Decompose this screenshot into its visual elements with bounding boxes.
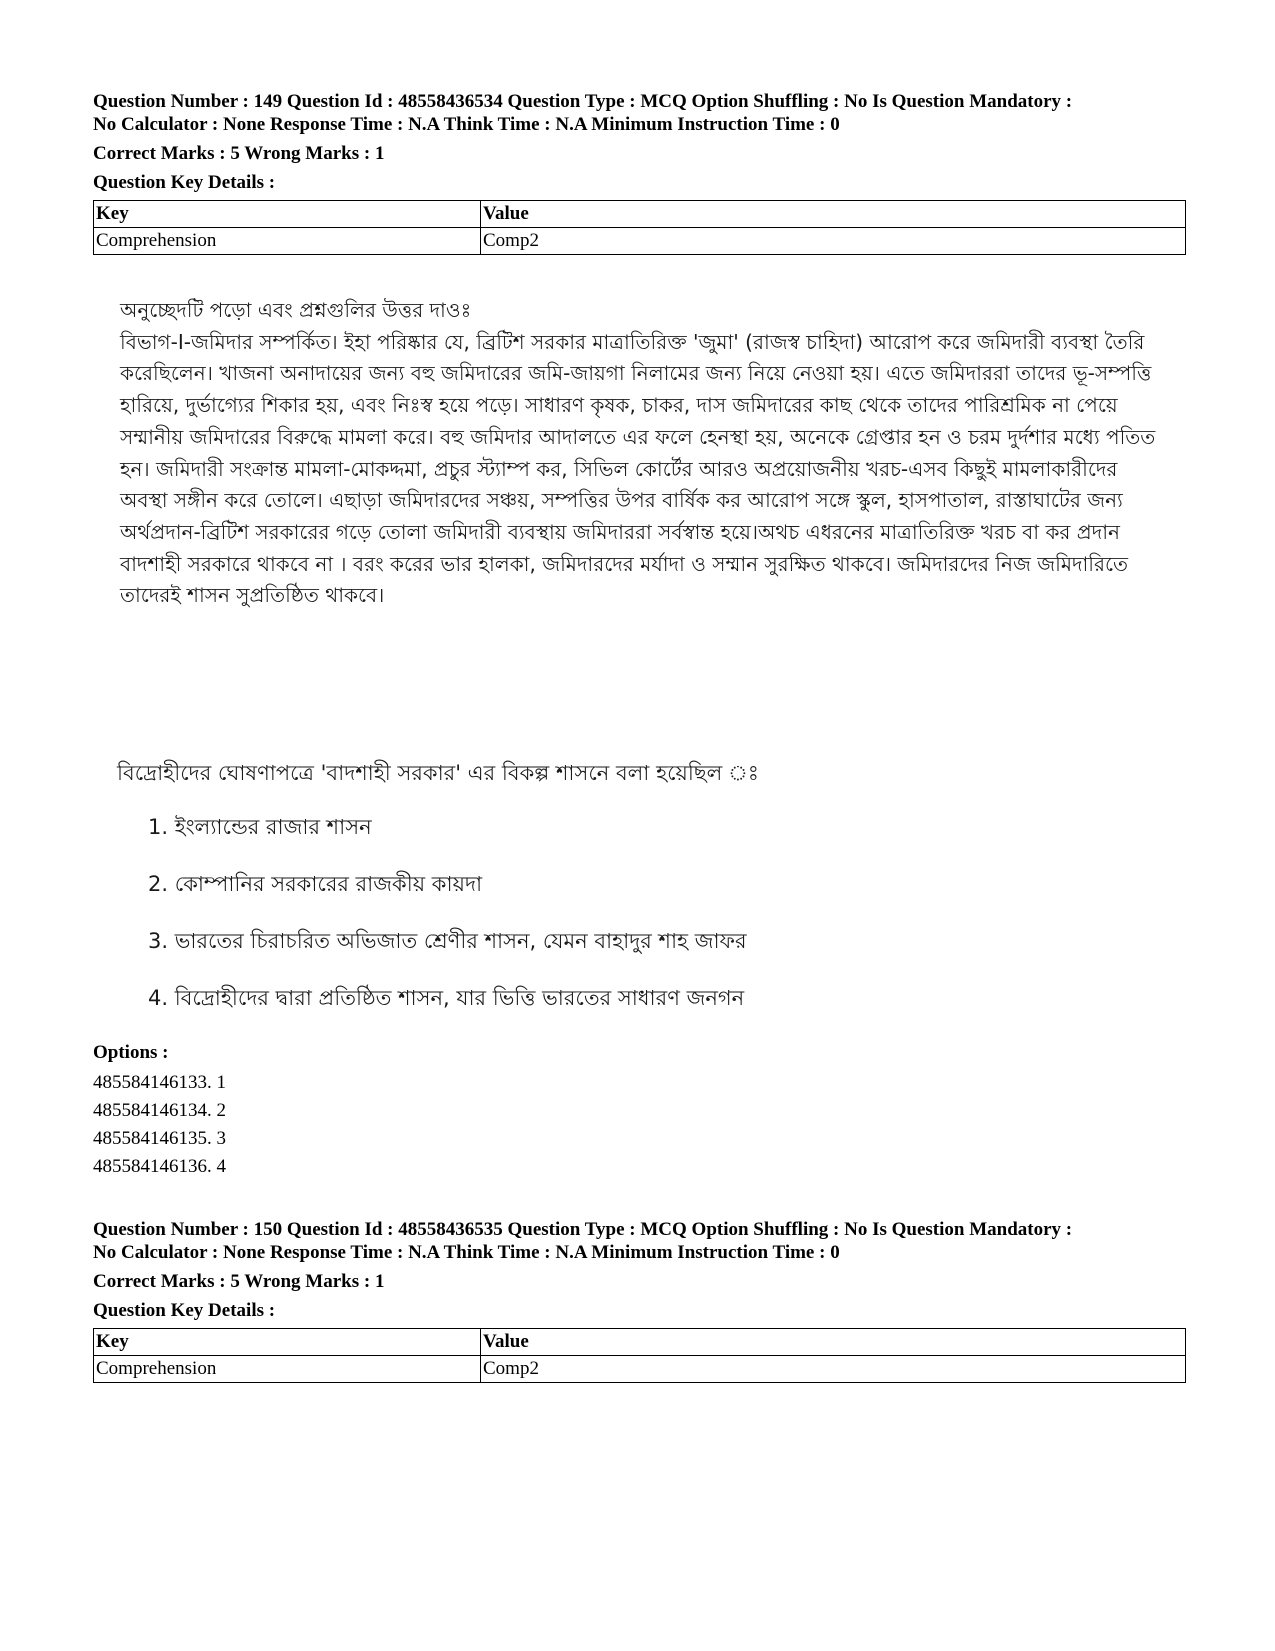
- key-table-cell-value: Comp2: [481, 228, 1186, 255]
- statement-item: 1. ইংল্যান্ডের রাজার শাসন: [148, 815, 372, 839]
- question-149-options: [93, 1041, 226, 1181]
- key-table-header-key: Key: [94, 1329, 481, 1356]
- option-item: 485584146135. 3: [93, 1128, 226, 1149]
- key-table-cell-key: Comprehension: [94, 1356, 481, 1383]
- statement-list: [148, 812, 747, 1040]
- key-table-row: [94, 228, 1186, 255]
- question-150-key-table: [93, 1328, 1186, 1383]
- question-149-header-line1: Question Number : 149 Question Id : 48558436534 Question Type : MCQ Option Shuffling : No Is Question Mandatory :: [93, 91, 1073, 112]
- question-150-key-details-label: Question Key Details :: [93, 1300, 276, 1321]
- options-label: Options :: [93, 1042, 169, 1063]
- passage-instruction: অনুচ্ছেদটি পড়ো এবং প্রশ্নগুলির উত্তর দাওঃ: [120, 298, 472, 322]
- question-149-marks: Correct Marks : 5 Wrong Marks : 1: [93, 143, 385, 164]
- key-table-header-value: Value: [481, 201, 1186, 228]
- question-150-header-block: [93, 1218, 1188, 1383]
- options-list: [93, 1069, 226, 1181]
- key-table-cell-value: Comp2: [481, 1356, 1186, 1383]
- question-149-key-table: [93, 200, 1186, 255]
- key-table-cell-key: Comprehension: [94, 228, 481, 255]
- question-149-key-details-label: Question Key Details :: [93, 172, 276, 193]
- question-150-marks: Correct Marks : 5 Wrong Marks : 1: [93, 1271, 385, 1292]
- option-item: 485584146136. 4: [93, 1156, 226, 1177]
- question-149-header-line2: No Calculator : None Response Time : N.A Think Time : N.A Minimum Instruction Time : 0: [93, 114, 840, 135]
- key-table-header-row: [94, 201, 1186, 228]
- question-150-header-line1: Question Number : 150 Question Id : 48558436535 Question Type : MCQ Option Shuffling : No Is Question Mandatory :: [93, 1219, 1073, 1240]
- question-149-header-block: [93, 90, 1188, 255]
- key-table-header-key: Key: [94, 201, 481, 228]
- comprehension-passage: [120, 295, 1170, 612]
- key-table-row: [94, 1356, 1186, 1383]
- option-item: 485584146133. 1: [93, 1072, 226, 1093]
- key-table-header-row: [94, 1329, 1186, 1356]
- option-item: 485584146134. 2: [93, 1100, 226, 1121]
- question-150-header-line2: No Calculator : None Response Time : N.A Think Time : N.A Minimum Instruction Time : 0: [93, 1242, 840, 1263]
- statement-item: 4. বিদ্রোহীদের দ্বারা প্রতিষ্ঠিত শাসন, যার ভিত্তি ভারতের সাধারণ জনগন: [148, 986, 745, 1010]
- passage-body: বিভাগ-I-জমিদার সম্পর্কিত। ইহা পরিষ্কার যে, ব্রিটিশ সরকার মাত্রাতিরিক্ত 'জুমা' (রাজস্ব চাহিদা) আরোপ করে জমিদারী ব্যবস্থা তৈরি করেছিলেন। খাজনা অনাদায়ের জন্য বহু জমিদারের জমি-জায়গা নিলামের জন্য নিয়ে নেওয়া হয়। এতে জমিদাররা তাদের ভূ-সম্পত্তি হারিয়ে, দুর্ভাগ্যের শিকার হয়, এবং নিঃস্ব হয়ে পড়ে। সাধারণ কৃষক, চাকর, দাস জমিদারের কাছ থেকে তাদের পারিশ্রমিক না পেয়ে সম্মানীয় জমিদারের বিরুদ্ধে মামলা করে। বহু জমিদার আদালতে এর ফলে হেনস্থা হয়, অনেকে গ্রেপ্তার হন ও চরম দুর্দশার মধ্যে পতিত হন। জমিদারী সংক্রান্ত মামলা-মোকদ্দমা, প্রচুর স্ট্যাম্প কর, সিভিল কোর্টের আরও অপ্রয়োজনীয় খরচ-এসব কিছুই মামলাকারীদের অবস্থা সঙ্গীন করে তোলে। এছাড়া জমিদারদের সঞ্চয়, সম্পত্তির উপর বার্ষিক কর আরোপ সঙ্গে স্কুল, হাসপাতাল, রাস্তাঘাটের জন্য অর্থপ্রদান-ব্রিটিশ সরকারের গড়ে তোলা জমিদারী ব্যবস্থায় জমিদাররা সর্বস্বান্ত হয়ে।অথচ এধরনের মাত্রাতিরিক্ত খরচ বা কর প্রদান বাদশাহী সরকারে থাকবে না । বরং করের ভার হালকা, জমিদারদের মর্যাদা ও সম্মান সুরক্ষিত থাকবে। জমিদারদের নিজ জমিদারিতে তাদেরই শাসন সুপ্রতিষ্ঠিত থাকবে।: [120, 329, 1156, 608]
- key-table-header-value: Value: [481, 1329, 1186, 1356]
- statement-item: 3. ভারতের চিরাচরিত অভিজাত শ্রেণীর শাসন, যেমন বাহাদুর শাহ জাফর: [148, 929, 747, 953]
- question-stem: বিদ্রোহীদের ঘোষণাপত্রে 'বাদশাহী সরকার' এর বিকল্প শাসনে বলা হয়েছিল ঃ: [117, 761, 759, 785]
- statement-item: 2. কোম্পানির সরকারের রাজকীয় কায়দা: [148, 872, 483, 896]
